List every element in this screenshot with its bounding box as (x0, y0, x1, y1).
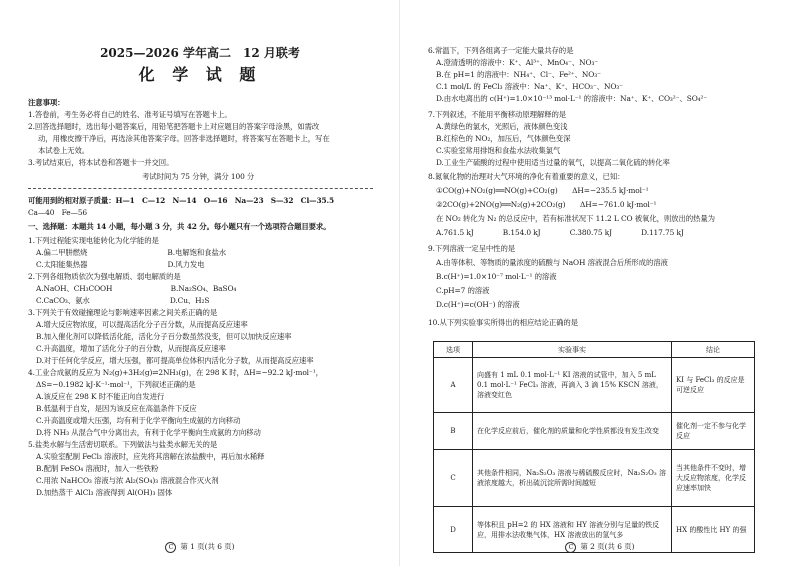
option-line: B.加入催化剂可以降低活化能，活化分子百分数虽然没变，但可以加快反应速率 (36, 332, 292, 341)
option-line: D.工业生产硫酸的过程中使用适当过量的氧气，以提高二氧化硫的转化率 (436, 158, 670, 167)
question-line-cont: 在 NO₂ 转化为 N₂ 的总反应中，若有标准状况下 11.2 L CO 被氧化，则放出的热量为 (436, 214, 715, 223)
option-line: B.c(H⁺)=1.0×10⁻⁷ mol·L⁻¹ 的溶液 (436, 272, 557, 281)
header-conclusion: 结论 (672, 342, 755, 358)
option-line: A.该反应在 298 K 时不能正向自发进行 (36, 392, 165, 401)
option-line: D.由水电离出的 c(H⁺)=1.0×10⁻¹³ mol·L⁻¹ 的溶液中：Na⁺、K⁺、CO₃²⁻、SO₄²⁻ (436, 94, 708, 103)
cell-conclusion: HX 的酸性比 HY 的强 (672, 507, 755, 553)
cell-fact: 等体积且 pH=2 的 HX 溶液和 HY 溶液分别与足量的铁反应，用排水法收集气体，HX 溶液放出的氢气多 (473, 507, 672, 553)
question-line: 9.下列溶液一定呈中性的是 (428, 244, 516, 253)
table-row (434, 507, 755, 553)
header-option: 选项 (434, 342, 473, 358)
page-mark: C (565, 542, 576, 553)
option-line: C.升高温度，增加了活化分子的百分数，从而提高反应速率 (36, 344, 226, 353)
question-line: 6.常温下，下列各组离子一定能大量共存的是 (428, 46, 574, 55)
option-line: C.升高温度或增大压强，均有利于化学平衡向生成氨的方向移动 (36, 416, 241, 425)
cell-option: B (434, 413, 473, 450)
divider (28, 188, 373, 189)
option-line: A.NaOH、CH₃COOH B.Na₂SO₄、BaSO₄ (36, 284, 237, 293)
atomic-mass-line: Ca—40 Fe—56 (28, 208, 88, 217)
option-line: B.红棕色的 NO₂，加压后，气体颜色变深 (436, 134, 571, 143)
equation-line: ①CO(g)+NO₂(g)══NO(g)+CO₂(g) ΔH=−235.5 kJ·mol⁻¹ (436, 186, 649, 195)
notice-line: 3.考试结束后，将本试卷和答题卡一并交回。 (28, 158, 174, 167)
option-line: A.761.5 kJ B.154.0 kJ C.380.75 kJ D.117.75 kJ (436, 228, 684, 237)
option-line: D.将 NH₃ 从混合气中分离出去，有利于化学平衡向生成氨的方向移动 (36, 428, 261, 437)
table-row (434, 450, 755, 507)
option-line: B.低温利于自发，是因为该反应在高温条件下反应 (36, 404, 197, 413)
option-line: D.加热蒸干 AlCl₃ 溶液得到 Al(OH)₃ 固体 (36, 488, 173, 497)
header-fact: 实验事实 (473, 342, 672, 358)
subject-title: 化 学 试 题 (138, 65, 262, 84)
cell-conclusion: 当其他条件不变时，增大反应物浓度，化学反应速率加快 (672, 450, 755, 507)
page-footer (0, 541, 400, 553)
question-line: 3.下列关于有效碰撞理论与影响速率因素之间关系正确的是 (28, 308, 218, 317)
equation-line: ②2CO(g)+2NO(g)══N₂(g)+2CO₂(g) ΔH=−761.0 kJ·mol⁻¹ (436, 200, 657, 209)
table-header-row (434, 342, 755, 358)
page-mark: C (165, 542, 176, 553)
option-line: D.对于任何化学反应，增大压强，都可提高单位体积内活化分子数，从而提高反应速率 (36, 356, 314, 365)
atomic-mass-line: 可能用到的相对原子质量：H—1 C—12 N—14 O—16 Na—23 S—32 Cl—35.5 (28, 196, 335, 205)
option-line: C.太阳能集热器 D.风力发电 (36, 260, 205, 269)
cell-fact: 其他条件相同，Na₂S₂O₃ 溶液与稀硫酸反应时，Na₂S₂O₃ 溶液浓度越大，析出硫沉淀所需时间越短 (473, 450, 672, 507)
cell-option: A (434, 358, 473, 413)
option-line: A.偏二甲肼燃烧 B.电解饱和食盐水 (36, 248, 227, 257)
exam-title: 2025—2026 学年高二 12 月联考 (100, 46, 300, 60)
option-line: C.实验室常用排饱和食盐水法收集氯气 (436, 146, 561, 155)
question-line: 5.盐类水解与生活密切联系。下列做法与盐类水解无关的是 (28, 440, 218, 449)
option-line: A.增大反应物浓度，可以提高活化分子百分数，从而提高反应速率 (36, 320, 248, 329)
cell-fact: 在化学反应前后，催化剂的质量和化学性质都没有发生改变 (473, 413, 672, 450)
cell-conclusion: KI 与 FeCl₃ 的反应是可逆反应 (672, 358, 755, 413)
option-line: B.配制 FeSO₄ 溶液时，加入一些铁粉 (36, 464, 159, 473)
cell-option: D (434, 507, 473, 553)
question-line: 10.从下列实验事实所得出的相应结论正确的是 (428, 318, 578, 327)
option-line: C.CaCO₃、氨水 D.Cu、H₂S (36, 296, 210, 305)
notice-line: 动，用橡皮擦干净后，再选涂其他答案字母。回答非选择题时，将答案写在答题卡上，写在 (38, 134, 330, 143)
option-line: C.pH=7 的溶液 (436, 286, 490, 295)
option-line: C.1 mol/L 的 FeCl₃ 溶液中：Na⁺、K⁺、HCO₃⁻、NO₃⁻ (436, 82, 623, 91)
exam-time: 考试时间为 75 分钟，满分 100 分 (142, 172, 255, 181)
notice-line: 本试卷上无效。 (38, 146, 90, 155)
page-number: 第 1 页(共 6 页) (180, 542, 235, 551)
question-line: 2.下列各组物质依次为强电解质、弱电解质的是 (28, 272, 181, 281)
section-heading: 一、选择题：本题共 14 小题，每小题 3 分，共 42 分。每小题只有一个选项符合题目要求。 (28, 222, 331, 231)
option-line: B.在 pH=1 的溶液中：NH₄⁺、Cl⁻、Fe²⁺、NO₃⁻ (436, 70, 601, 79)
page-number: 第 2 页(共 6 页) (580, 542, 635, 551)
cell-option: C (434, 450, 473, 507)
question-line-cont: ΔS=−0.1982 kJ·K⁻¹·mol⁻¹，下列叙述正确的是 (36, 380, 196, 389)
question-line: 4.工业合成氨的反应为 N₂(g)+3H₂(g)⇌2NH₃(g)，在 298 K 时，ΔH=−92.2 kJ·mol⁻¹， (28, 368, 323, 377)
cell-conclusion: 催化剂一定不参与化学反应 (672, 413, 755, 450)
option-line: D.c(H⁺)=c(OH⁻) 的溶液 (436, 300, 520, 309)
experiment-table (433, 341, 755, 553)
option-line: C.用浓 NaHCO₃ 溶液与浓 Al₂(SO₄)₃ 溶液混合作灭火剂 (36, 476, 219, 485)
question-line: 7.下列叙述，不能用平衡移动原理解释的是 (428, 110, 567, 119)
notice-line: 2.回答选择题时，选出每小题答案后，用铅笔把答题卡上对应题目的答案字母涂黑，如需改 (28, 122, 320, 131)
notice-title: 注意事项： (28, 98, 65, 107)
table-row (434, 413, 755, 450)
option-line: A.实验室配制 FeCl₃ 溶液时，应先将其溶解在浓盐酸中，再后加水稀释 (36, 452, 265, 461)
table-row (434, 358, 755, 413)
option-line: A.由等体积、等物质的量浓度的硫酸与 NaOH 溶液混合后所形成的溶液 (436, 258, 668, 267)
question-line: 1.下列过程能实现电能转化为化学能的是 (28, 236, 159, 245)
question-line: 8.氮氧化物的治理对大气环境的净化有着重要的意义，已知： (428, 172, 625, 181)
option-line: A.黄绿色的氯水，光照后，液体颜色变浅 (436, 122, 568, 131)
option-line: A.澄清透明的溶液中：K⁺、Al³⁺、MnO₄⁻、NO₃⁻ (436, 58, 599, 67)
notice-line: 1.答卷前，考生务必将自己的姓名、准考证号填写在答题卡上。 (28, 110, 232, 119)
cell-fact: 向盛有 1 mL 0.1 mol·L⁻¹ KI 溶液的试管中，加入 5 mL 0.1 mol·L⁻¹ FeCl₃ 溶液，再滴入 3 滴 15% KSCN 溶液，溶液变红色 (473, 358, 672, 413)
